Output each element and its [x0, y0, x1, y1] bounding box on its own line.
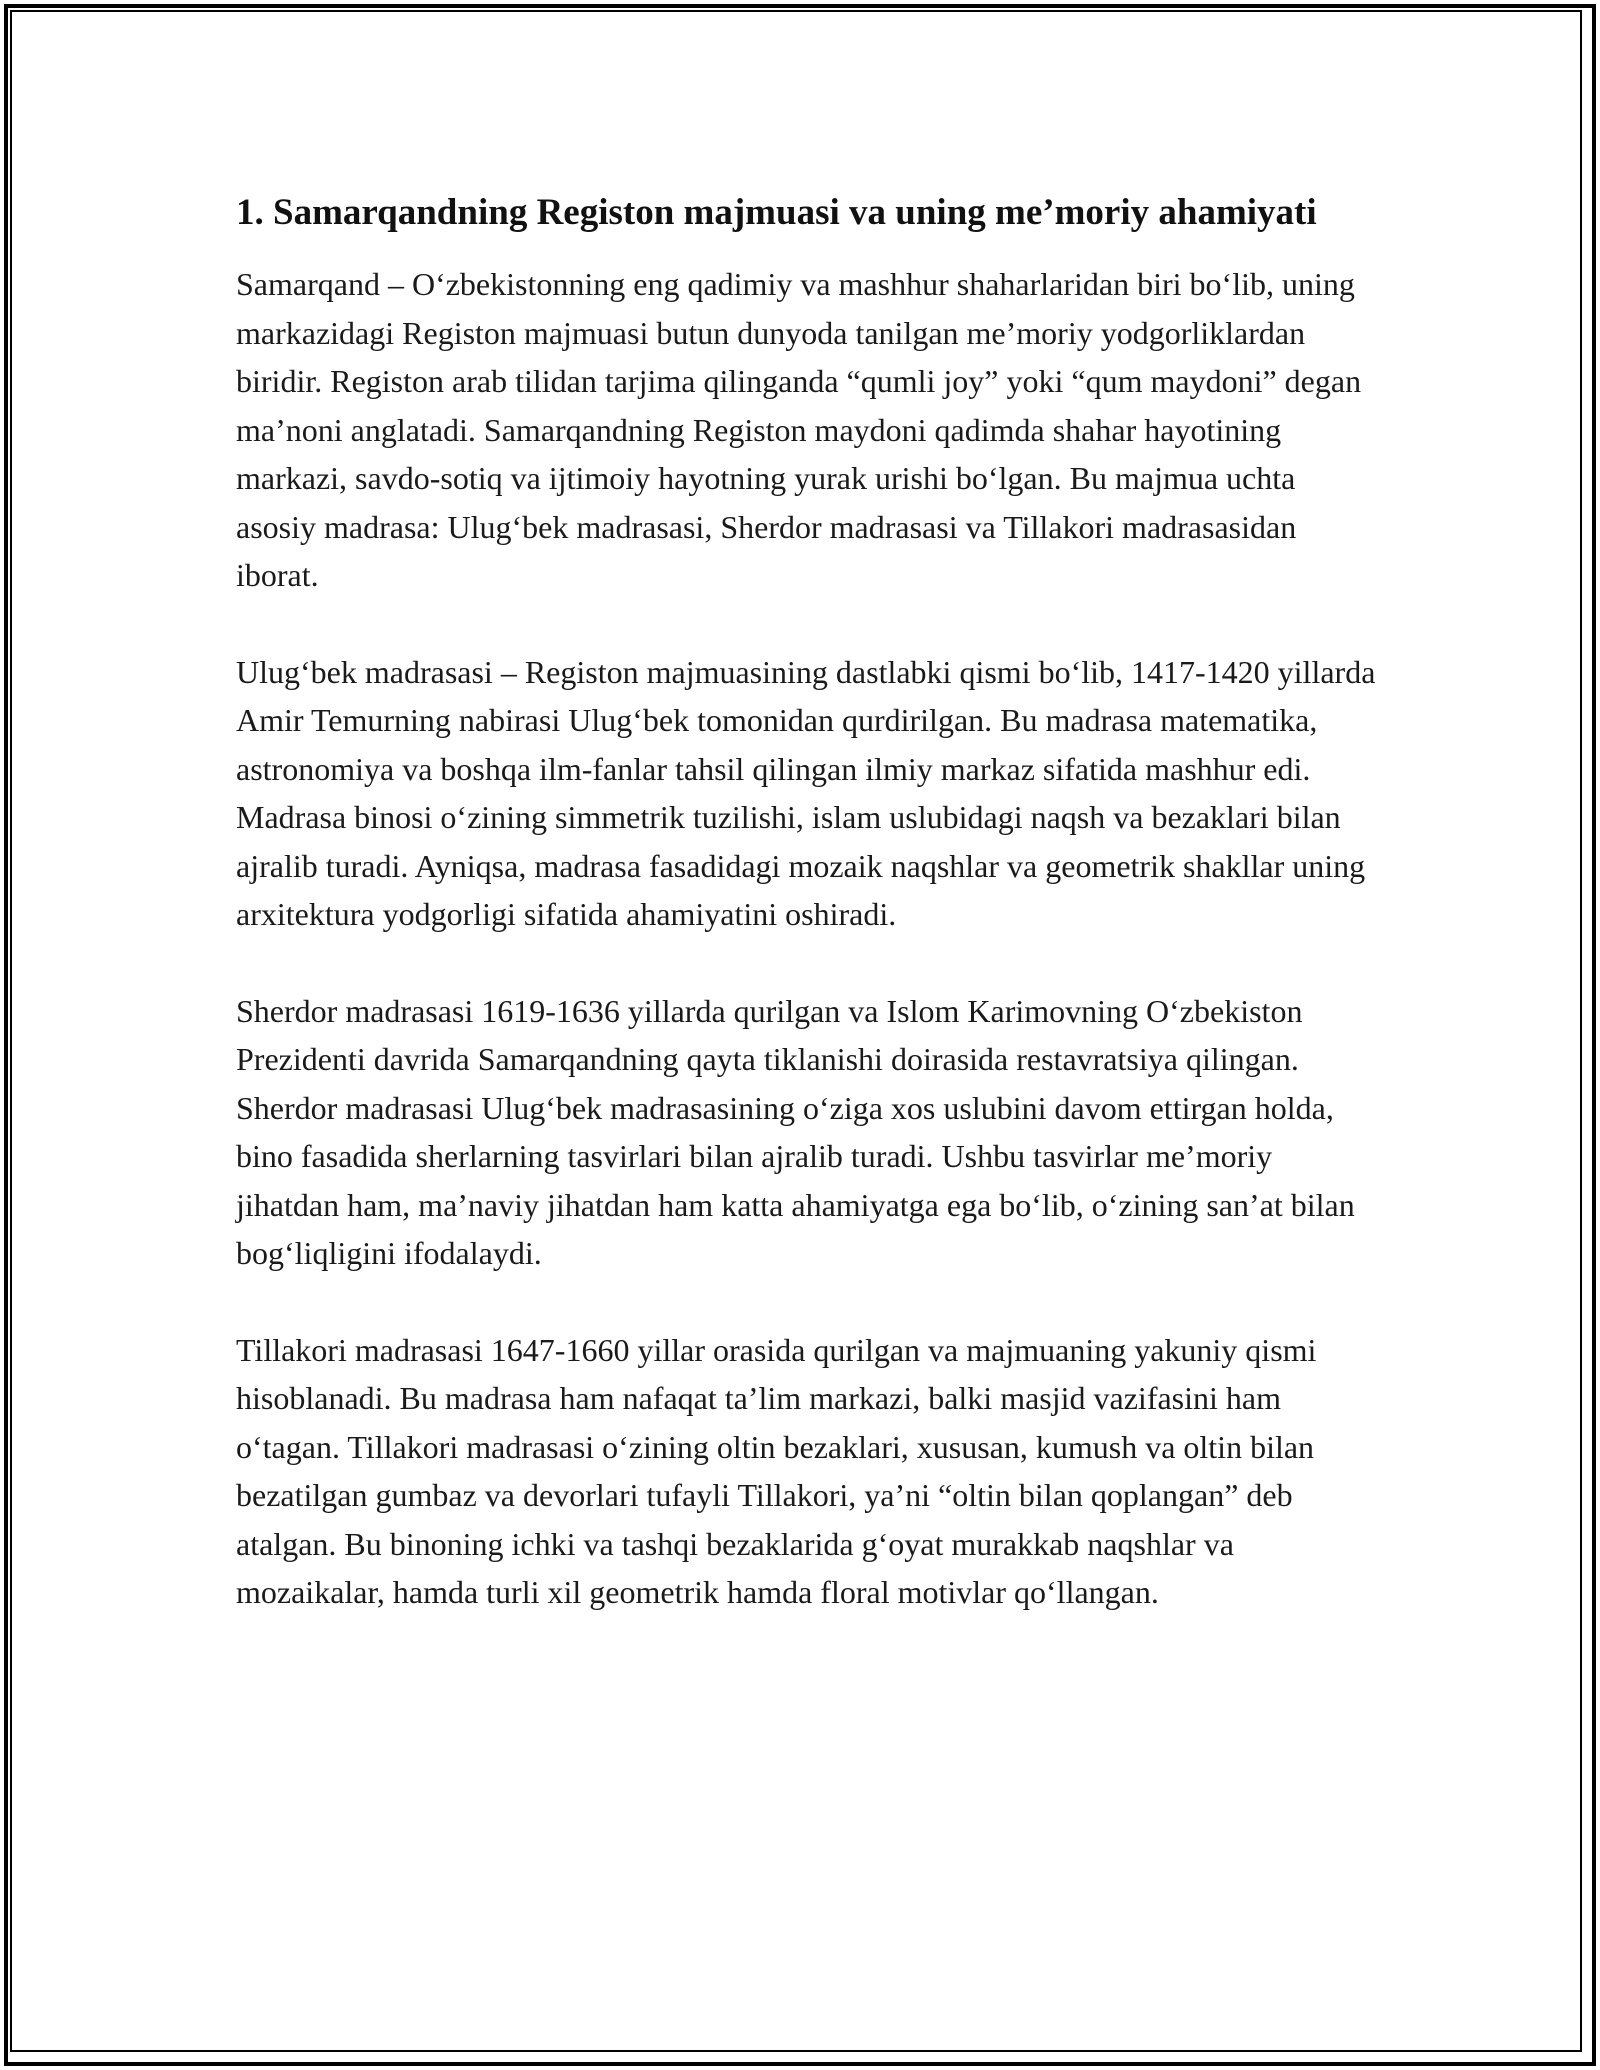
paragraph-sherdor-madrasa: Sherdor madrasasi 1619-1636 yillarda qurilgan va Islom Karimovning O‘zbekiston Prezidenti davrida Samarqandning qayta tiklanishi doirasida restavratsiya qilingan. Sherdor madrasasi Ulug‘bek madrasasining o‘ziga xos uslubini davom ettirgan holda, bino fasadida sherlarning tasvirlari bilan ajralib turadi. Ushbu tasvirlar me’moriy jihatdan ham, ma’naviy jihatdan ham katta ahamiyatga ega bo‘lib, o‘zining san’at bilan bog‘liqligini ifodalaydi.: [236, 992, 1355, 1271]
document-body: [236, 186, 1376, 1665]
paragraph-ulugbek-madrasa: Ulug‘bek madrasasi – Registon majmuasining dastlabki qismi bo‘lib, 1417-1420 yillarda Amir Temurning nabirasi Ulug‘bek tomonidan qurdirilgan. Bu madrasa matematika, astronomiya va boshqa ilm-fanlar tahsil qilingan ilmiy markaz sifatida mashhur edi. Madrasa binosi o‘zining simmetrik tuzilishi, islam uslubidagi naqsh va bezaklari bilan ajralib turadi. Ayniqsa, madrasa fasadidagi mozaik naqshlar va geometrik shakllar uning arxitektura yodgorligi sifatida ahamiyatini oshiradi.: [236, 653, 1376, 932]
paragraph-registon-intro: Samarqand – O‘zbekistonning eng qadimiy va mashhur shaharlaridan biri bo‘lib, uning markazidagi Registon majmuasi butun dunyoda tanilgan me’moriy yodgorliklardan biridir. Registon arab tilidan tarjima qilinganda “qumli joy” yoki “qum maydoni” degan ma’noni anglatadi. Samarqandning Registon maydoni qadimda shahar hayotining markazi, savdo-sotiq va ijtimoiy hayotning yurak urishi bo‘lgan. Bu majmua uchta asosiy madrasa: Ulug‘bek madrasasi, Sherdor madrasasi va Tillakori madrasasidan iborat.: [236, 266, 1362, 593]
section-heading: 1. Samarqandning Registon majmuasi va uning me’moriy ahamiyati: [236, 192, 1317, 233]
paragraph-tillakori-madrasa: Tillakori madrasasi 1647-1660 yillar orasida qurilgan va majmuaning yakuniy qismi hisoblanadi. Bu madrasa ham nafaqat ta’lim markazi, balki masjid vazifasini ham o‘tagan. Tillakori madrasasi o‘zining oltin bezaklari, xususan, kumush va oltin bilan bezatilgan gumbaz va devorlari tufayli Tillakori, ya’ni “oltin bilan qoplangan” deb atalgan. Bu binoning ichki va tashqi bezaklarida g‘oyat murakkab naqshlar va mozaikalar, hamda turli xil geometrik hamda floral motivlar qo‘llangan.: [236, 1331, 1317, 1610]
